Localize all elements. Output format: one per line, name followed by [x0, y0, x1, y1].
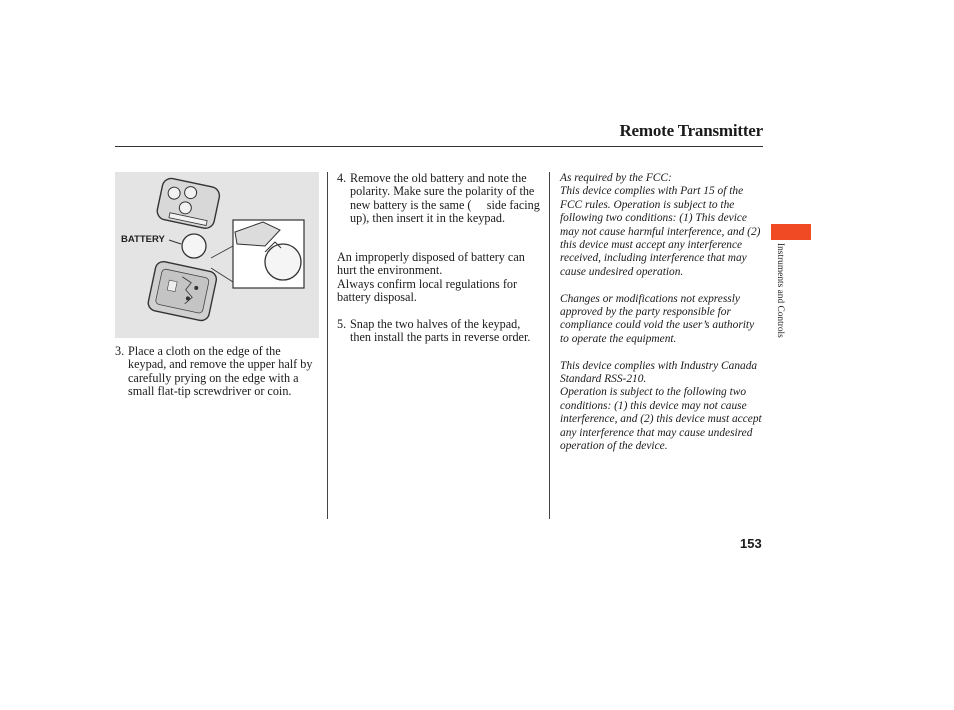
section-tab: [771, 224, 811, 240]
battery-drawing: [182, 234, 206, 258]
fcc-compliance-notice: [560, 172, 765, 454]
step-text: Snap the two halves of the keypad, then install the parts in reverse order.: [350, 317, 531, 345]
fcc-heading: As required by the FCC:: [560, 172, 672, 184]
step-number: 5.: [337, 317, 347, 331]
step-number: 3.: [115, 344, 125, 358]
battery-label: BATTERY: [121, 234, 165, 245]
column-divider: [549, 172, 550, 519]
disposal-note: Always confirm local regulations for battery disposal.: [337, 276, 518, 305]
step-4: [337, 172, 542, 226]
battery-replacement-illustration: [115, 172, 319, 338]
industry-canada-line: This device complies with Industry Canada Standard RSS-210.: [560, 359, 758, 386]
column-divider: [327, 172, 328, 519]
step-text: Place a cloth on the edge of the keypad, and remove the upper half by carefully prying on the edge with a small flat-tip screwdriver or coin.: [128, 344, 313, 399]
page-number: 153: [740, 536, 762, 551]
step-number: 4.: [337, 171, 347, 185]
environment-note: [337, 251, 542, 305]
keypad-upper-half: [156, 177, 221, 230]
page-title: Remote Transmitter: [619, 121, 763, 140]
step-5: [337, 318, 542, 345]
keypad-drawing: [115, 172, 319, 338]
keypad-lower-half: [147, 260, 218, 322]
environment-warning: An improperly disposed of battery can hurt the environment.: [337, 250, 525, 278]
fcc-modification-warning: Changes or modifications not expressly approved by the party responsible for compliance could void the user’s authority to operate the equipment.: [560, 292, 755, 345]
step-3: [115, 345, 320, 399]
section-label: Instruments and Controls: [775, 243, 785, 338]
industry-canada-text: Operation is subject to the following two conditions: (1) this device may not cause interference, and (2) this device must accept any interference that may cause undesired operation of the device.: [560, 386, 762, 453]
fcc-part15-text: This device complies with Part 15 of the FCC rules. Operation is subject to the following two conditions: (1) This device may not cause harmful interference, and (2) this device must accept any interference received, including interference that may cause undesired operation.: [560, 185, 761, 278]
step-text: Remove the old battery and note the polarity. Make sure the polarity of the new battery is the same ( side facing up), then insert it in the keypad.: [350, 171, 540, 226]
title-rule: [115, 146, 763, 147]
